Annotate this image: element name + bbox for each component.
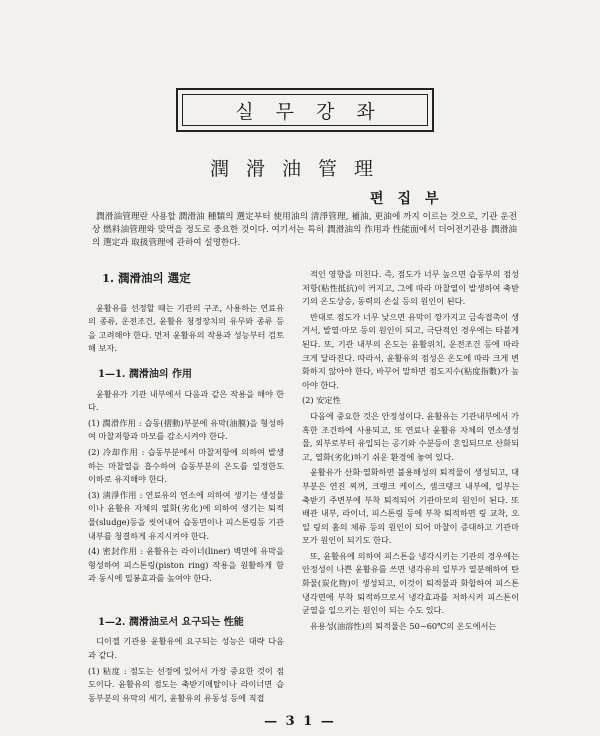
paragraph: 디이젤 기관용 윤활유에 요구되는 성능은 대략 다음과 같다.	[88, 636, 284, 661]
paragraph: 윤활유를 선정할 때는 기관의 구조, 사용하는 연료유의 종류, 운전조건, 윤활유 청정장치의 유무와 종류 등을 고려해야 한다. 먼저 윤활유의 작용과 성능부터 검토해 보자.	[88, 302, 284, 354]
paragraph: 적인 영향을 미친다. 즉, 점도가 너무 높으면 습동부의 점성저항(粘性抵抗)이 커지고, 그에 따라 마찰열이 발생하여 축받기의 온도상승, 동력의 손실 등의 원인이 된다.	[302, 269, 519, 307]
right-column	[302, 268, 519, 635]
list-item: (2) 冷却作用 : 습동부분에서 마찰저항에 의하여 발생하는 마찰열을 흡수하여 습동부분의 온도를 일정한도 이하로 유지해야 한다.	[88, 446, 284, 485]
section-heading-1: 1. 潤滑油의 選定	[102, 271, 191, 285]
list-item: (1) 潤滑作用 : 습동(摺動)부분에 유막(油膜)을 형성하여 마찰저항과 마모를 감소시켜야 한다.	[88, 417, 284, 442]
spacer	[88, 588, 284, 604]
article-title: 潤滑油管理	[209, 158, 390, 180]
paragraph: 윤활유가 기관 내부에서 다음과 같은 작용을 해야 한다.	[88, 388, 284, 413]
subsection-heading-1-1: 1—1. 潤滑油의 作用	[98, 368, 193, 380]
paragraph: 다음에 중요한 것은 안정성이다. 윤활유는 기관내부에서 가혹한 조건하에 사용되고, 또 연료나 윤활유 자체의 연소생성물, 외부로부터 유입되는 공기와 수분등이 혼입되므로 산화되고, 열화(劣化)하기 쉬운 환경에 놓여 있다.	[302, 410, 519, 462]
paragraph: 윤활유가 산화·열화하면 불용해성의 퇴적물이 생성되고, 대부분은 연진 찌꺼, 크랭크 케이스, 샘크탱크 내부에, 일부는 축받기 주변부에 부착 퇴적되어 기관마모의 원인이 된다. 또 배관 내부, 라이너, 피스톤링 등에 부착 퇴적하면 링 교착, 오일 링의 홈의 체류 등의 원인이 되어 마찰이 증대하고 기관마모가 원인이 되기도 한다.	[302, 467, 519, 546]
list-item: (3) 淸淨作用 : 연료유의 연소에 의하여 생기는 생성물이나 윤활유 자체의 열화(劣化)에 의하여 생기는 퇴적물(sludge)등을 씻어내어 습동면이나 피스톤링등 기관내부를 청결하게 유지시켜야 한다.	[88, 489, 284, 541]
intro-paragraph: 潤滑油管理란 사용할 潤滑油 種類의 選定부터 使用油의 淸淨管理, 補油, 更油에 까지 이르는 것으로, 기관 운전상 燃料油管理와 맞먹을 정도로 중요한 것이다. 여기서는 특히 潤滑油의 作用과 性能面에서 더어전기관용 潤滑油의 選定과 取扱管理에 관하여 설명한다.	[92, 212, 517, 248]
list-item: (1) 粘度 : 점도는 선정에 있어서 가장 중요한 것이 점도이다. 윤활유의 점도는 축받기메탈이나 라이너면 습동부분의 유막의 세기, 윤활유의 유동성 등에 직접	[88, 665, 284, 703]
section-banner-label: 실무강좌	[182, 94, 428, 126]
paragraph: 유용성(油溶性)의 퇴적물은 50~60℃의 온도에서는	[310, 620, 497, 631]
list-item: (2) 安定性	[302, 395, 341, 406]
paragraph: 또, 윤활유에 의하여 피스톤을 냉각시키는 기관의 경우에는 안정성이 나쁜 윤활유를 쓰면 냉각유의 일부가 열분해하여 탄화물(炭化物)이 생성되고, 이것이 퇴적물과 화합하여 피스톤 냉각면에 부착 퇴적하므로서 냉각효과를 저하시켜 피스톤이 균열을 일으키는 원인이 되는 수도 있다.	[302, 550, 519, 616]
list-item: (4) 密封作用 : 윤활유는 라이너(liner) 벽면에 유막을 형성하여 피스톤링(piston ring) 작용을 원활하게 함과 동시에 밀봉효과를 높여야 한다.	[88, 546, 284, 584]
subsection-heading-1-2: 1—2. 潤滑油로서 요구되는 性能	[98, 616, 244, 628]
section-banner	[176, 88, 434, 132]
author-byline: 편집부	[370, 191, 453, 207]
page-number: — 3 1 —	[264, 714, 336, 729]
paragraph: 반대로 점도가 너무 낮으면 유막이 깡가지고 금속접촉이 생겨서, 발열·마모 등의 원인이 되고, 극단적인 경우에는 타붙게 된다. 또, 기관 내부의 온도는 윤활위치, 운전조건 등에 따라 크게 달라진다. 따라서, 윤활유의 점성은 온도에 따라 크게 변화하지 않아야 한다, 바꾸어 말하면 점도지수(粘度指數)가 높아야 한다.	[302, 311, 519, 390]
left-column	[88, 268, 284, 707]
